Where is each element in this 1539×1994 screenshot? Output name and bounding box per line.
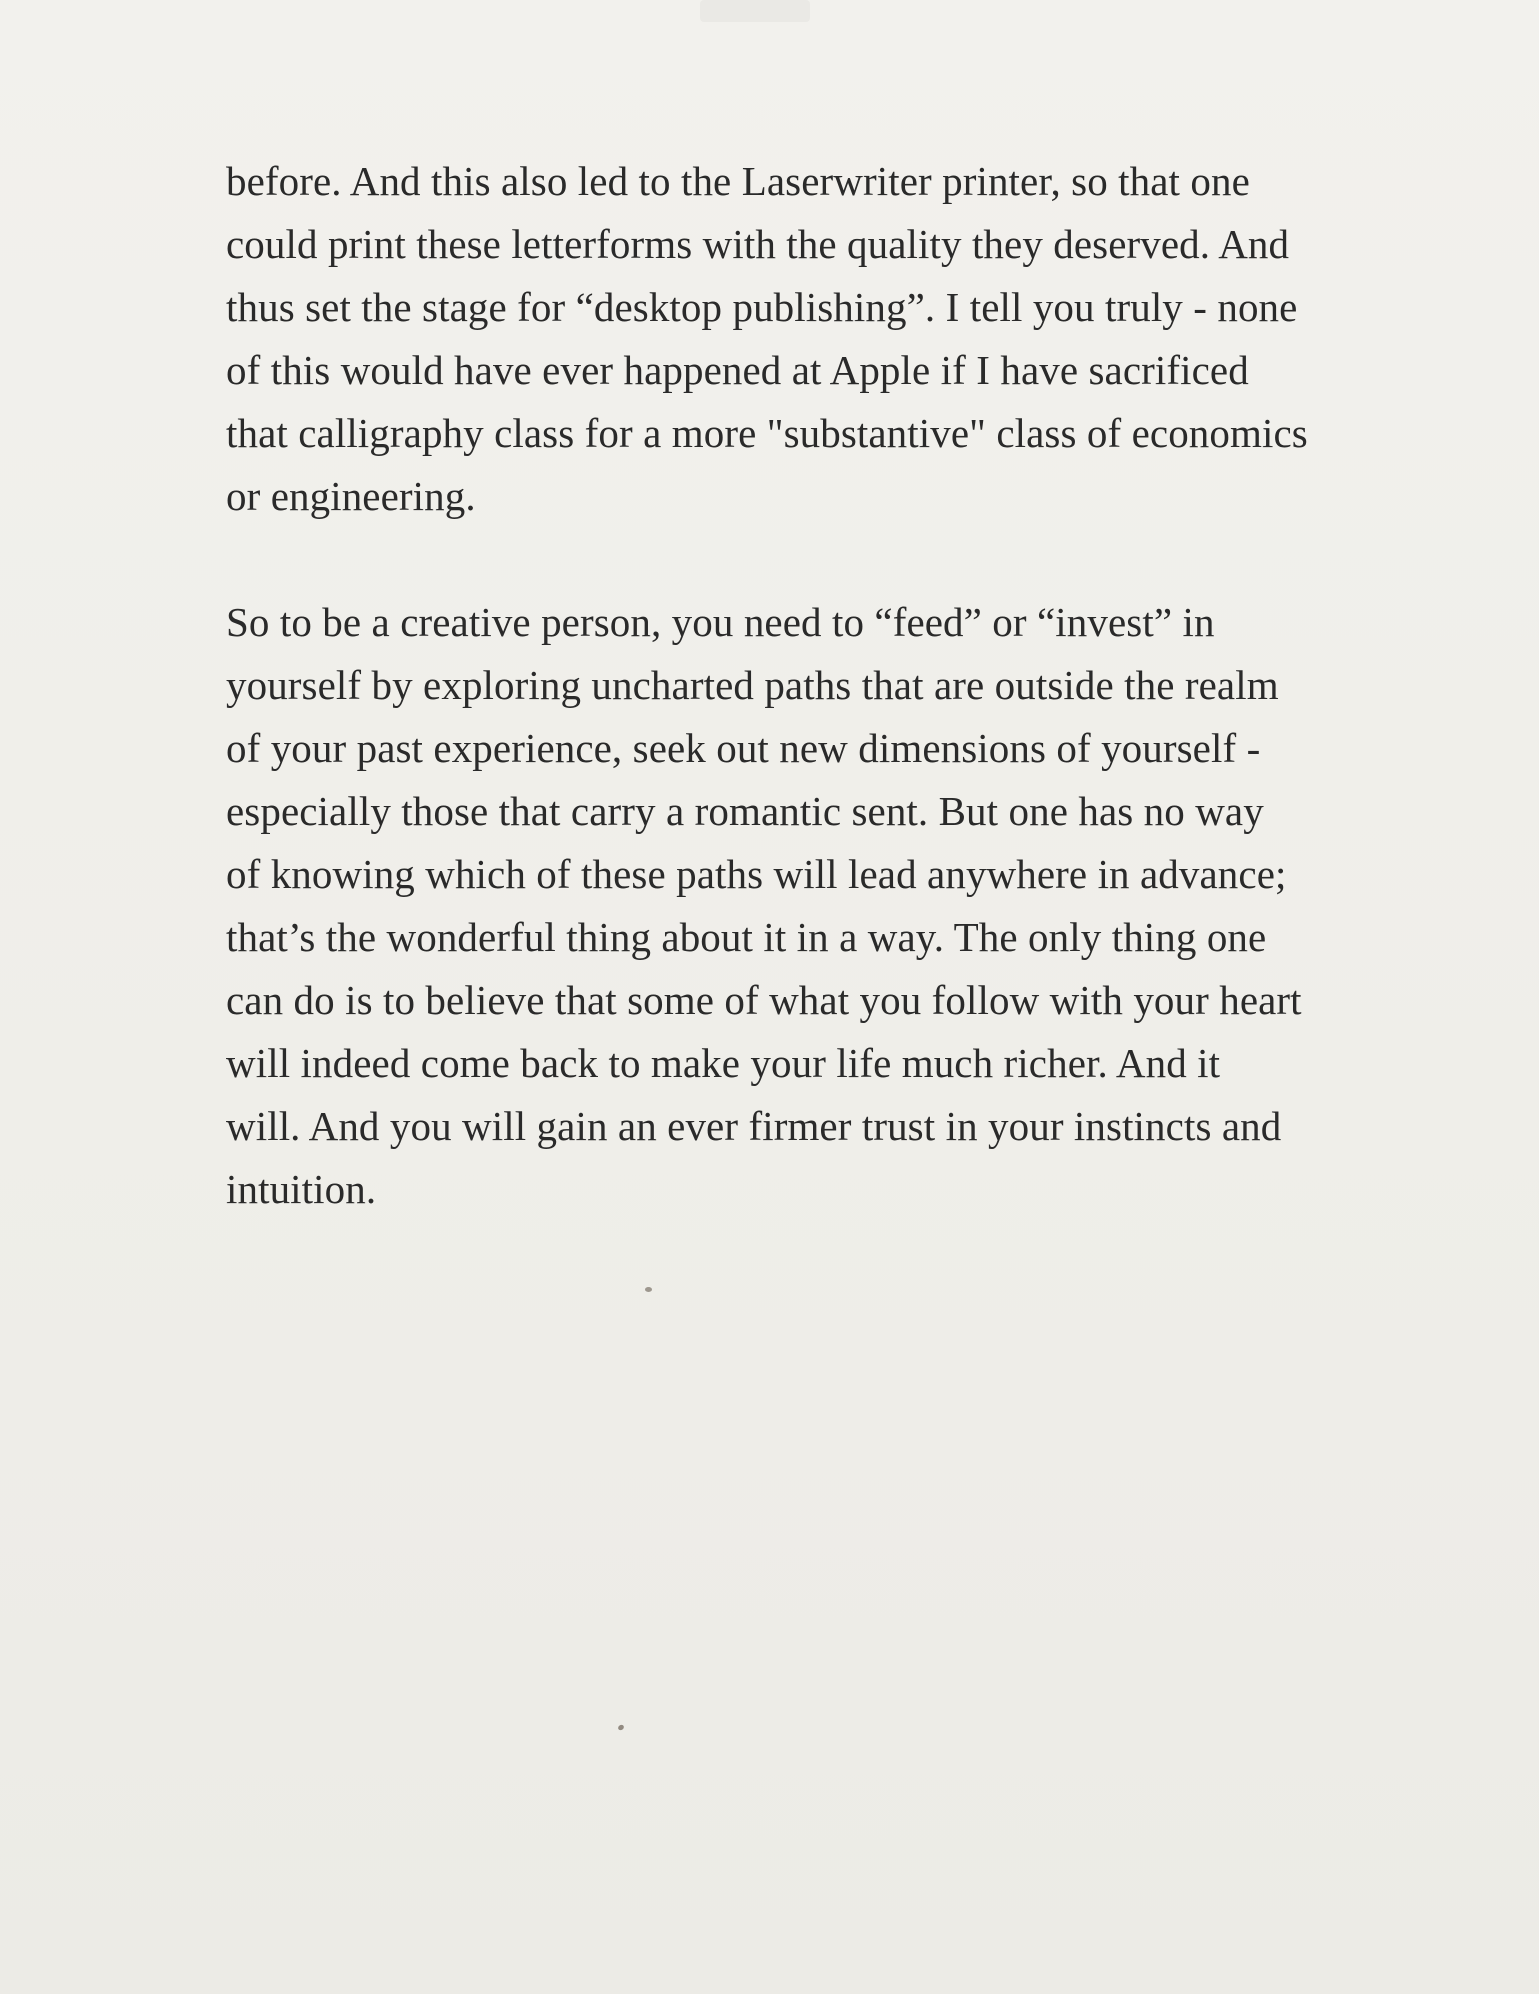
paragraph-1: [226, 150, 1406, 528]
paragraph-2: [226, 591, 1406, 1221]
text-line: that’s the wonderful thing about it in a way. The only thing one: [226, 914, 1267, 960]
text-line: will indeed come back to make your life much richer. And it: [226, 1040, 1221, 1086]
text-line: especially those that carry a romantic sent. But one has no way: [226, 788, 1264, 834]
text-line: So to be a creative person, you need to “feed” or “invest” in: [226, 599, 1215, 645]
document-body: [226, 150, 1406, 1221]
text-line: can do is to believe that some of what you follow with your heart: [226, 977, 1302, 1023]
paper-speck: [617, 1724, 625, 1732]
text-line: could print these letterforms with the quality they deserved. And: [226, 221, 1290, 267]
text-line: intuition.: [226, 1166, 377, 1212]
paper-speck: [645, 1287, 652, 1292]
text-line: thus set the stage for “desktop publishing”. I tell you truly - none: [226, 284, 1298, 330]
text-line: before. And this also led to the Laserwriter printer, so that one: [226, 158, 1250, 204]
text-line: or engineering.: [226, 473, 476, 519]
text-line: yourself by exploring uncharted paths that are outside the realm: [226, 662, 1279, 708]
text-line: of your past experience, seek out new dimensions of yourself -: [226, 725, 1261, 771]
faint-page-mark: [700, 0, 810, 22]
text-line: of knowing which of these paths will lead anywhere in advance;: [226, 851, 1287, 897]
text-line: that calligraphy class for a more "substantive" class of economics: [226, 410, 1308, 456]
text-line: of this would have ever happened at Apple if I have sacrificed: [226, 347, 1249, 393]
text-line: will. And you will gain an ever firmer trust in your instincts and: [226, 1103, 1282, 1149]
